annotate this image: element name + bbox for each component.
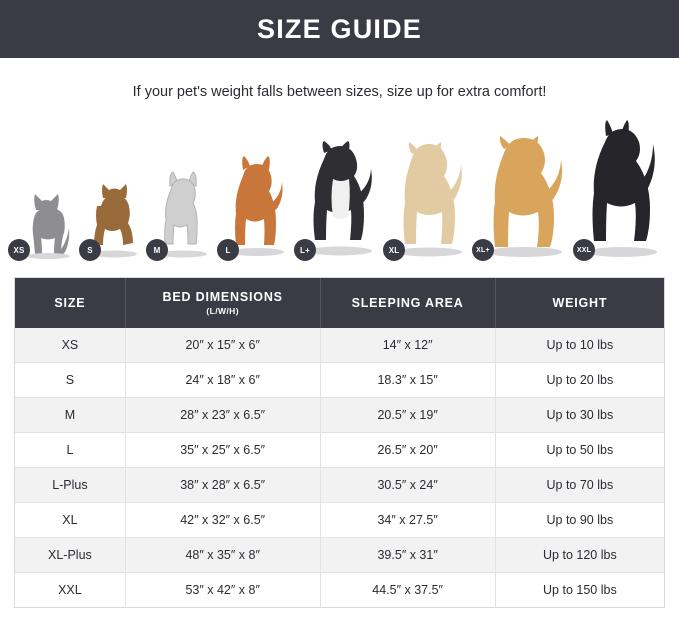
column-header-size-label: SIZE xyxy=(54,296,86,310)
table-row xyxy=(15,433,664,468)
table-row xyxy=(15,363,664,398)
column-header-bed-dimensions xyxy=(125,278,320,328)
cell-dimensions: 20″ x 15″ x 6″ xyxy=(125,328,320,363)
pet-badge-l-plus: L+ xyxy=(294,239,316,261)
table-row xyxy=(15,398,664,433)
size-table xyxy=(15,278,664,607)
cell-weight: Up to 70 lbs xyxy=(495,468,664,503)
column-header-size xyxy=(15,278,125,328)
table-body xyxy=(15,328,664,607)
cell-weight: Up to 90 lbs xyxy=(495,503,664,538)
table-header-row xyxy=(15,278,664,328)
column-header-bed-dimensions-sub: (L/W/H) xyxy=(206,306,239,316)
cell-sleeping: 44.5″ x 37.5″ xyxy=(320,573,495,608)
cell-sleeping: 39.5″ x 31″ xyxy=(320,538,495,573)
cell-dimensions: 28″ x 23″ x 6.5″ xyxy=(125,398,320,433)
cell-dimensions: 24″ x 18″ x 6″ xyxy=(125,363,320,398)
cell-weight: Up to 30 lbs xyxy=(495,398,664,433)
pet-badge-xl: XL xyxy=(383,239,405,261)
cell-sleeping: 34″ x 27.5″ xyxy=(320,503,495,538)
pet-item-xxl xyxy=(576,120,665,265)
cell-size: L xyxy=(15,433,125,468)
cell-size: L-Plus xyxy=(15,468,125,503)
cell-dimensions: 48″ x 35″ x 8″ xyxy=(125,538,320,573)
pet-badge-s: S xyxy=(79,239,101,261)
cell-weight: Up to 50 lbs xyxy=(495,433,664,468)
column-header-weight-label: WEIGHT xyxy=(552,296,608,310)
page-header xyxy=(0,0,679,58)
pet-item-xl-plus xyxy=(478,120,570,265)
pet-item-l-plus xyxy=(300,120,380,265)
cell-sleeping: 26.5″ x 20″ xyxy=(320,433,495,468)
cell-weight: Up to 120 lbs xyxy=(495,538,664,573)
cell-weight: Up to 20 lbs xyxy=(495,363,664,398)
pet-item-s xyxy=(85,120,143,265)
cell-sleeping: 20.5″ x 19″ xyxy=(320,398,495,433)
cell-dimensions: 53″ x 42″ x 8″ xyxy=(125,573,320,608)
column-header-sleeping-area xyxy=(320,278,495,328)
pet-silhouette-row xyxy=(0,120,679,265)
subtitle-text: If your pet's weight falls between sizes, size up for extra comfort! xyxy=(132,84,547,100)
pet-badge-xxl: XXL xyxy=(573,239,595,261)
table-row xyxy=(15,503,664,538)
page-title: SIZE GUIDE xyxy=(256,13,423,44)
cell-size: XL xyxy=(15,503,125,538)
cell-weight: Up to 150 lbs xyxy=(495,573,664,608)
cell-sleeping: 18.3″ x 15″ xyxy=(320,363,495,398)
pet-item-xs xyxy=(14,120,76,265)
cell-size: XS xyxy=(15,328,125,363)
subtitle-container xyxy=(0,58,679,100)
cell-dimensions: 38″ x 28″ x 6.5″ xyxy=(125,468,320,503)
table-row xyxy=(15,468,664,503)
pet-badge-l: L xyxy=(217,239,239,261)
cell-sleeping: 14″ x 12″ xyxy=(320,328,495,363)
table-row xyxy=(15,538,664,573)
pet-item-l xyxy=(223,120,291,265)
cell-dimensions: 42″ x 32″ x 6.5″ xyxy=(125,503,320,538)
column-header-bed-dimensions-label: BED DIMENSIONS xyxy=(162,290,283,304)
cell-size: XXL xyxy=(15,573,125,608)
cell-dimensions: 35″ x 25″ x 6.5″ xyxy=(125,433,320,468)
pet-item-xl xyxy=(389,120,469,265)
table-row xyxy=(15,573,664,608)
pet-badge-xl-plus: XL+ xyxy=(472,239,494,261)
table-row xyxy=(15,328,664,363)
cell-sleeping: 30.5″ x 24″ xyxy=(320,468,495,503)
pet-badge-m: M xyxy=(146,239,168,261)
column-header-weight xyxy=(495,278,664,328)
table-header xyxy=(15,278,664,328)
cell-size: S xyxy=(15,363,125,398)
column-header-sleeping-area-label: SLEEPING AREA xyxy=(351,296,464,310)
cell-weight: Up to 10 lbs xyxy=(495,328,664,363)
size-table-container xyxy=(14,277,665,608)
pet-item-m xyxy=(152,120,214,265)
pet-badge-xs: XS xyxy=(8,239,30,261)
cell-size: M xyxy=(15,398,125,433)
cell-size: XL-Plus xyxy=(15,538,125,573)
